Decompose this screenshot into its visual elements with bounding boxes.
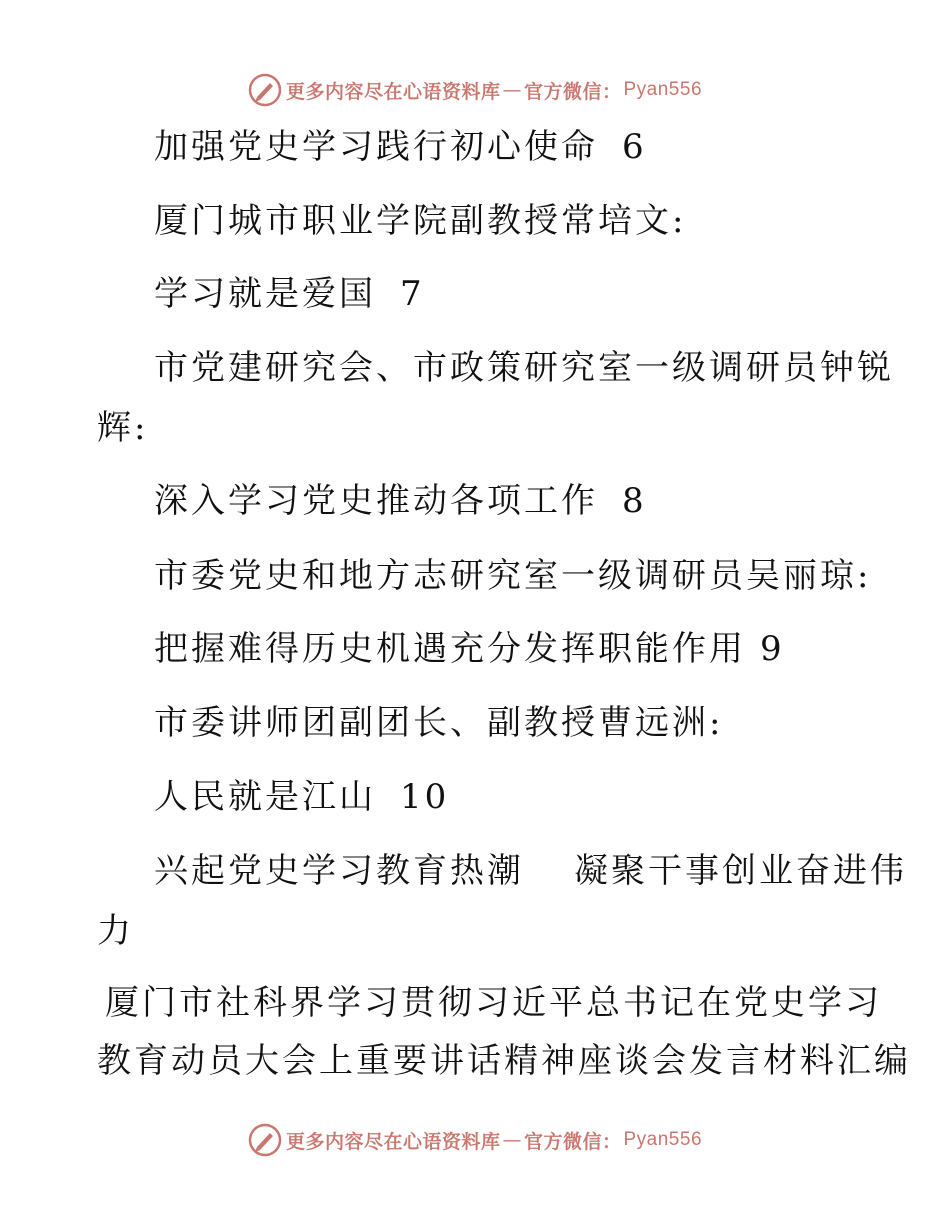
pen-logo-icon [248,1123,282,1157]
toc-line [154,274,425,314]
toc-title: 人民就是江山 [154,777,376,817]
toc-page-number: 10 [400,777,450,817]
pen-logo-icon [248,73,282,107]
toc-title: 加强党史学习践行初心使命 [154,127,598,167]
toc-title: 把握难得历史机遇充分发挥职能作用 [154,629,746,669]
toc-author: 辉: [97,408,149,448]
watermark-footer [0,1120,950,1160]
toc-line [154,777,449,817]
toc-author: 市委党史和地方志研究室一级调研员吴丽琼: [154,556,872,596]
toc-author-line [154,201,686,241]
watermark-wechat-label: 官方微信： [523,1130,622,1153]
compilation-title-part1: 厦门市社科界学习贯彻习近平总书记在党史学习 [105,983,882,1023]
toc-author: 市委讲师团副团长、副教授曹远洲: [154,703,724,743]
toc-author-line-continued [97,408,148,448]
watermark-dash: — [502,79,522,101]
watermark-id: Pyan556 [623,1129,703,1150]
watermark-text: 更多内容尽在心语资料库 [285,1130,501,1153]
toc-line [154,127,647,167]
watermark-id: Pyan556 [623,79,703,100]
toc-title: 学习就是爱国 [154,274,376,314]
watermark-dash: — [502,1129,522,1151]
section-heading-part3: 力 [97,911,134,951]
toc-page-number: 8 [622,481,647,521]
watermark-wechat-label: 官方微信： [523,80,622,103]
toc-author-line [154,556,871,596]
section-heading-part2: 凝聚干事创业奋进伟 [574,851,907,891]
compilation-title-part2: 教育动员大会上重要讲话精神座谈会发言材料汇编 [97,1041,911,1081]
compilation-title-line [97,1041,911,1081]
watermark-text: 更多内容尽在心语资料库 [285,80,501,103]
toc-author-line [154,348,894,388]
section-heading-line [154,851,907,891]
toc-page-number: 6 [622,127,647,167]
toc-author-line [154,703,723,743]
toc-page-number: 9 [760,629,785,669]
toc-line [154,481,647,521]
watermark-header [0,70,950,110]
toc-author: 市党建研究会、市政策研究室一级调研员钟锐 [154,348,894,388]
section-heading-part1: 兴起党史学习教育热潮 [154,851,524,891]
toc-title: 深入学习党史推动各项工作 [154,481,598,521]
toc-line [154,629,785,669]
section-heading-line-continued [97,911,134,951]
toc-author: 厦门城市职业学院副教授常培文: [154,201,687,241]
compilation-title-line [105,983,882,1023]
toc-page-number: 7 [400,274,425,314]
